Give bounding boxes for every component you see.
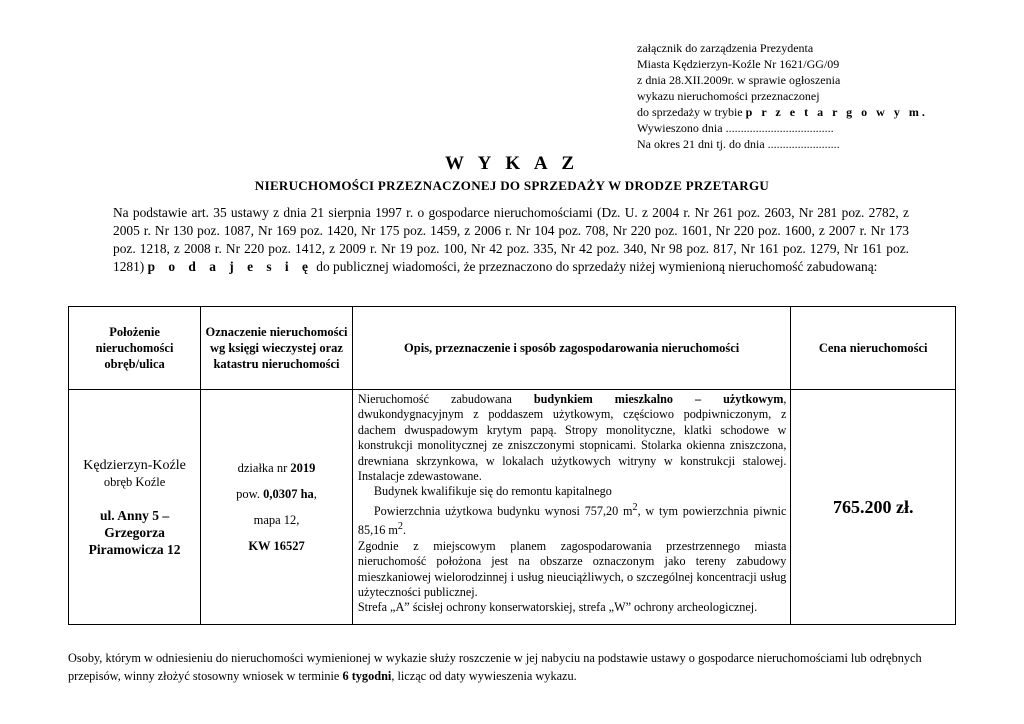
header-description: Opis, przeznaczenie i sposób zagospodarowania nieruchomości xyxy=(352,307,791,390)
description-text: . xyxy=(402,523,406,538)
parcel-number xyxy=(202,455,351,481)
table-row xyxy=(69,390,956,625)
intro-announcement: p o d a j e s i ę xyxy=(147,259,313,274)
table-header-row xyxy=(69,307,956,390)
footer-text: Osoby, którym w odniesieniu do nieruchomości wymienionej w wykazie służy roszczenie w jej nabyciu na podstawie ustawy o gospodarce nieruchomościami lub odrębnych przepisów, winny złożyć stosowny wniosek w terminie xyxy=(68,651,922,683)
location-obreb: obręb Koźle xyxy=(103,474,166,489)
description-paragraph: Strefa „A” ścisłej ochrony konserwatorskiej, strefa „W” ochrony archeologicznej. xyxy=(357,600,758,615)
description-paragraph: Budynek kwalifikuje się do remontu kapitalnego xyxy=(373,484,612,499)
parcel-area-label: pow. xyxy=(236,487,264,501)
annex-line: Na okres 21 dni tj. do dnia ........................ xyxy=(637,137,840,151)
property-table xyxy=(68,306,956,625)
description-text: , w tym powierzchnia piwnic 85,16 m xyxy=(357,503,787,538)
description-paragraph: Zgodnie z miejscowym planem zagospodarowania przestrzennego miasta nieruchomość położona jest na obszarze oznaczonym jako tereny zabudowy mieszkaniowej wielorodzinnej i usług nieuciążliwych, o szczególnej koncentracji usług użyteczności publicznej. xyxy=(357,538,787,599)
parcel-map: mapa 12, xyxy=(253,513,300,527)
price-cell: 765.200 zł. xyxy=(791,390,956,625)
superscript: 2 xyxy=(632,501,638,513)
parcel-area-value: 0,0307 ha xyxy=(263,487,314,501)
location-cell xyxy=(69,390,201,625)
intro-text-2: do publicznej wiadomości, że przeznaczono do sprzedaży niżej wymienioną nieruchomość zabudowaną: xyxy=(312,259,878,274)
annex-line: załącznik do zarządzenia Prezydenta xyxy=(637,41,814,55)
superscript: 2 xyxy=(397,521,403,533)
annex-line xyxy=(637,104,937,120)
parcel-number-value: 2019 xyxy=(290,461,316,475)
parcel-area xyxy=(202,481,351,507)
annex-note xyxy=(637,40,937,152)
description-text: Powierzchnia użytkowa budynku wynosi 757,20 m xyxy=(373,503,633,518)
description-building-type: budynkiem mieszkalno – użytkowym xyxy=(533,392,784,406)
location-city: Kędzierzyn-Koźle xyxy=(83,457,186,473)
document-subtitle: NIERUCHOMOŚCI PRZEZNACZONEJ DO SPRZEDAŻY W DRODZE PRZETARGU xyxy=(254,178,770,193)
annex-line: Miasta Kędzierzyn-Koźle Nr 1621/GG/09 xyxy=(637,57,840,71)
annex-line-text: do sprzedaży w trybie xyxy=(637,105,746,119)
parcel-land-register: KW 16527 xyxy=(248,539,305,553)
parcel-area-suffix: , xyxy=(313,487,317,501)
description-cell xyxy=(352,390,791,625)
header-location: Położenie nieruchomości obręb/ulica xyxy=(69,307,201,390)
footer-note xyxy=(68,649,968,685)
location-street: Grzegorza xyxy=(104,524,165,540)
parcel-cell xyxy=(201,390,353,625)
footer-deadline: 6 tygodni xyxy=(342,669,392,683)
description-paragraph xyxy=(358,500,787,539)
header-designation: Oznaczenie nieruchomości wg księgi wieczystej oraz katastru nieruchomości xyxy=(201,307,353,390)
description-text: Nieruchomość zabudowana xyxy=(357,392,534,406)
annex-line: z dnia 28.XII.2009r. w sprawie ogłoszenia xyxy=(637,73,841,87)
annex-line: wykazu nieruchomości przeznaczonej xyxy=(637,89,820,103)
footer-text: , licząc od daty wywieszenia wykazu. xyxy=(391,669,577,683)
parcel-number-label: działka nr xyxy=(237,461,291,475)
intro-text: Na podstawie art. 35 ustawy z dnia 21 sierpnia 1997 r. o gospodarce nieruchomościami (Dz. U. z 2004 r. Nr 261 poz. 2603, Nr 281 poz. 2782, z 2005 r. Nr 130 poz. 1087, Nr 169 poz. 1420, Nr 175 poz. 1459, z 2006 r. Nr 104 poz. 708, Nr 220 poz. 1601, Nr 220 poz. 1600, z 2007 r. Nr 173 poz. 1218, z 2008 r. Nr 220 poz. 1412, z 2009 r. Nr 19 poz. 100, Nr 42 poz. 335, Nr 42 poz. 340, Nr 98 poz. 817, Nr 161 poz. 1279, Nr 161 poz. 1281) xyxy=(113,205,909,274)
document-title: W Y K A Z xyxy=(444,153,580,174)
annex-line: Wywieszono dnia .................................... xyxy=(637,121,834,135)
description-text: , dwukondygnacyjnym z poddaszem użytkowym, częściowo podpiwniczonym, z dachem dwuspadowym krytym papą. Stropy monolityczne, klatki schodowe w konstrukcji monolitycznej ze zniszczonymi stopnicami. Stolarka okienna zniszczona, drewniana skrzynkowa, w lokalach użytkowych witryny w konstrukcji stalowej. Instalacje zdewastowane. xyxy=(357,392,787,484)
tender-mode: p r z e t a r g o w y m. xyxy=(745,105,928,119)
location-street: Piramowicza 12 xyxy=(88,541,181,557)
description-paragraph xyxy=(358,392,787,484)
location-street: ul. Anny 5 – xyxy=(100,507,170,523)
intro-paragraph xyxy=(113,204,909,276)
header-price: Cena nieruchomości xyxy=(791,307,956,390)
